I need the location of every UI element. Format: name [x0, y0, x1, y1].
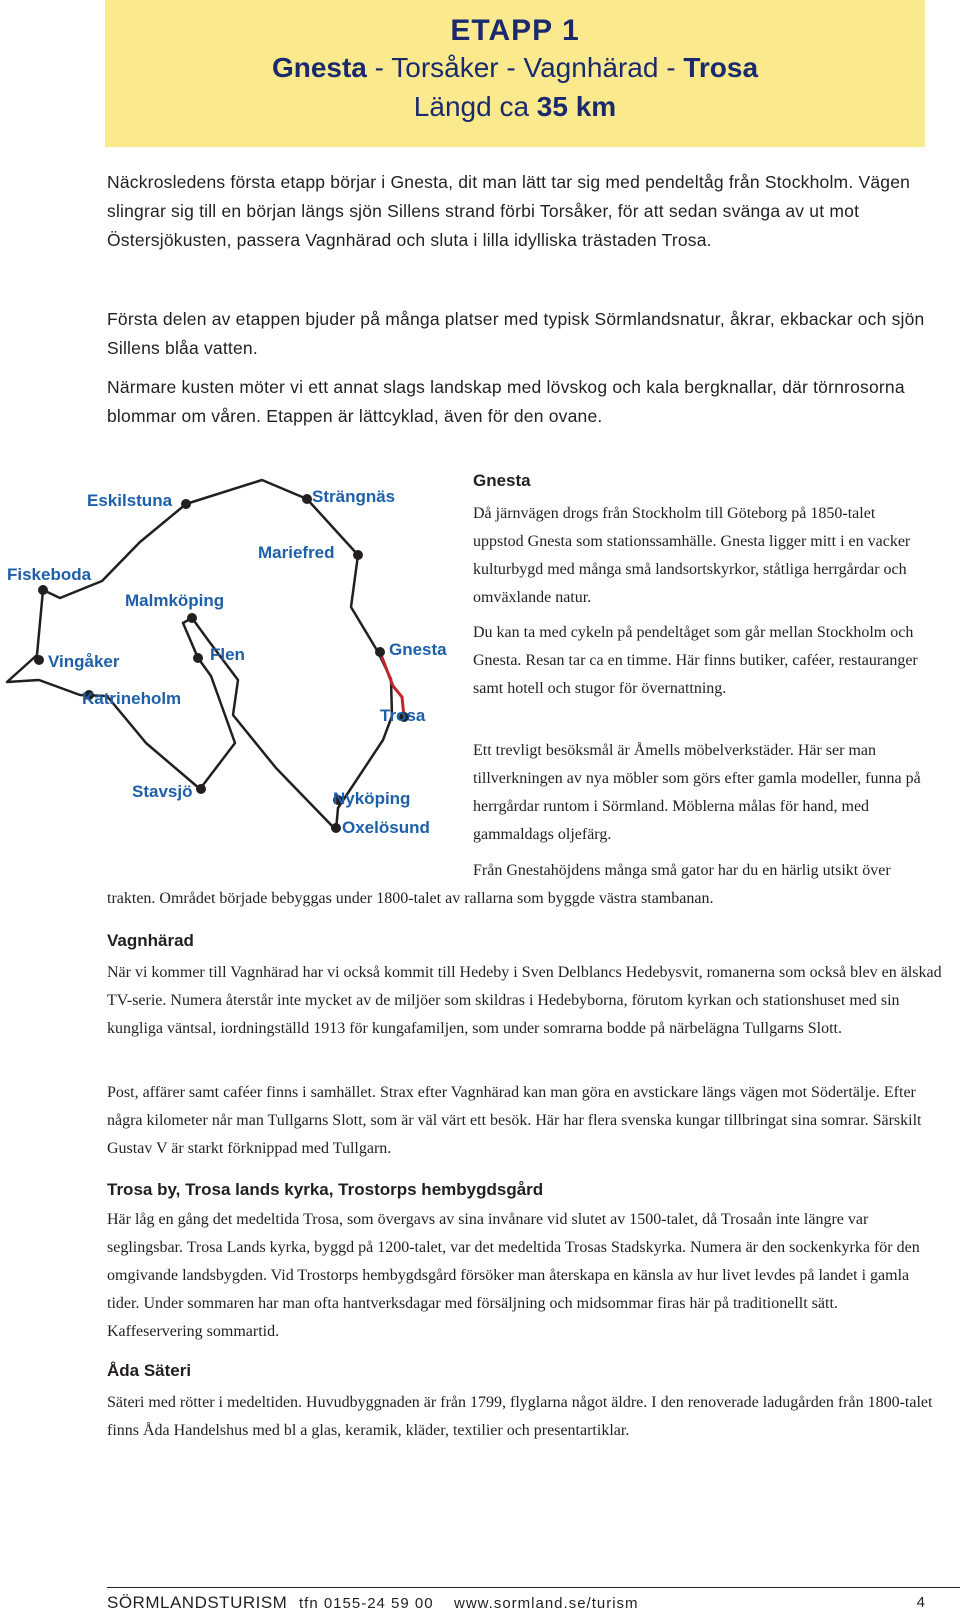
vingaker-marker: [34, 655, 44, 665]
gnesta-marker: [375, 647, 385, 657]
gnesta-paragraph-4: Från Gnestahöjdens många små gator har du en härlig utsikt över trakten. Området började bebyggas under 1800-talet av rallarna som byggde västra stambanan.: [107, 862, 891, 907]
footer-website: www.sormland.se/turism: [454, 1595, 639, 1612]
route-title: [105, 52, 925, 84]
length-value: 35 km: [536, 91, 617, 122]
vagnharad-paragraph-1: När vi kommer till Vagnhärad har vi också kommit till Hedeby i Sven Delblancs Hedebysvit, romanerna som också blev en älskad TV-serie. Numera återstår inte mycket av de miljöer som skildras i Hedebyborna, förutom kyrkan och stationshuset med sin kungliga väntsal, iordningställd 1913 för kungafamiljen, som under somrarna bodde på närbelägna Tullgarns Slott.: [107, 964, 942, 1037]
intro-paragraph-2: Första delen av etappen bjuder på många platser med typisk Sörmlandsnatur, åkrar, ekbackar och sjön Sillens blåa vatten.: [107, 309, 925, 358]
stavsjo-marker: [196, 784, 206, 794]
footer: [107, 1587, 960, 1617]
footer-brand: SÖRMLANDSTURISM: [107, 1593, 288, 1612]
vagnharad-paragraph-2: Post, affärer samt caféer finns i samhället. Strax efter Vagnhärad kan man göra en avstickare längs vägen mot Södertälje. Efter några kilometer når man Tullgarns Slott, som är väl värt ett besök. Här har flera svenska kungar tillbringat sina somrar. Särskilt Gustav V är starkt förknippad med Tullgarn.: [107, 1084, 922, 1157]
oxelosund-marker: [331, 823, 341, 833]
malmkoping-marker: [187, 613, 197, 623]
page-number: 4: [916, 1594, 925, 1611]
label-vingaker: Vingåker: [48, 652, 120, 671]
route-map: [0, 470, 470, 870]
gnesta-heading: Gnesta: [473, 471, 531, 490]
label-katrineholm: Katrineholm: [82, 689, 182, 708]
ada-heading: Åda Säteri: [107, 1361, 192, 1380]
ada-paragraph: Säteri med rötter i medeltiden. Huvudbyggnaden är från 1799, flyglarna något äldre. I den renoverade ladugården från 1800-talet finns Åda Handelshus med bl a glas, keramik, kläder, textilier och presentartiklar.: [107, 1394, 933, 1439]
intro-paragraph-3: Närmare kusten möter vi ett annat slags landskap med lövskog och kala bergknallar, där törnrosorna blommar om våren. Etappen är lättcyklad, även för den ovane.: [107, 377, 905, 426]
mariefred-marker: [353, 550, 363, 560]
flen-marker: [193, 653, 203, 663]
label-fiskeboda: Fiskeboda: [7, 565, 92, 584]
label-trosa: Trosa: [380, 706, 426, 725]
label-stavsjo: Stavsjö: [132, 782, 193, 801]
stage-title: ETAPP 1: [450, 14, 580, 47]
route-end: Trosa: [683, 52, 759, 83]
eskilstuna-marker: [181, 499, 191, 509]
label-gnesta: Gnesta: [389, 640, 447, 659]
footer-phone: tfn 0155-24 59 00: [299, 1595, 434, 1612]
label-nykoping: Nyköping: [333, 789, 411, 808]
label-oxelosund: Oxelösund: [342, 818, 430, 837]
length-label: Längd ca: [413, 91, 537, 122]
gnesta-paragraph-3: Ett trevligt besöksmål är Åmells möbelverkstäder. Här ser man tillverkningen av nya möbler som görs efter gamla modeller, funna på herrgårdar runtom i Sörmland. Möblerna målas för hand, med gammaldags oljefärg.: [473, 742, 921, 843]
fiskeboda-marker: [38, 585, 48, 595]
label-malmkoping: Malmköping: [125, 591, 225, 610]
route-middle: - Torsåker - Vagnhärad -: [366, 52, 684, 83]
gnesta-paragraph-1: Då järnvägen drogs från Stockholm till Göteborg på 1850-talet uppstod Gnesta som stationssamhälle. Gnesta ligger mitt i en vacker kulturbygd med många små landsortskyrkor, ståtliga herrgårdar och omväxlande natur.: [473, 505, 911, 606]
route-start: Gnesta: [271, 52, 367, 83]
label-strangnas: Strängnäs: [312, 487, 396, 506]
label-eskilstuna: Eskilstuna: [87, 491, 173, 510]
trosa-heading: Trosa by, Trosa lands kyrka, Trostorps hembygdsgård: [107, 1180, 544, 1199]
strangnas-marker: [302, 494, 312, 504]
route-length: [105, 91, 925, 123]
intro-paragraph-1: Näckrosledens första etapp börjar i Gnesta, dit man lätt tar sig med pendeltåg från Stockholm. Vägen slingrar sig till en början längs sjön Sillens strand förbi Torsåker, för att sedan svänga av ut mot Östersjökusten, passera Vagnhärad och sluta i lilla idylliska trästaden Trosa.: [107, 172, 911, 250]
title-banner: [105, 0, 925, 147]
gnesta-paragraph-2: Du kan ta med cykeln på pendeltåget som går mellan Stockholm och Gnesta. Resan tar ca en timme. Här finns butiker, caféer, restauranger samt hotell och stugor för övernattning.: [473, 624, 918, 697]
vagnharad-heading: Vagnhärad: [107, 931, 194, 950]
label-mariefred: Mariefred: [258, 543, 335, 562]
trosa-paragraph: Här låg en gång det medeltida Trosa, som övergavs av sina invånare vid slutet av 1500-talet, då Trosaån inte längre var seglingsbar. Trosa Lands kyrka, byggd på 1200-talet, var det medeltida Trosas Stadskyrka. Numera är den sockenkyrka för den omgivande landsbygden. Vid Trostorps hembygdsgård försöker man återskapa en känsla av hur livet levdes på landet i gamla tider. Under sommaren har man ofta hantverksdagar med försäljning och midsommar firas här på traditionellt sätt. Kaffeservering sommartid.: [107, 1211, 920, 1340]
label-flen: Flen: [210, 645, 245, 664]
